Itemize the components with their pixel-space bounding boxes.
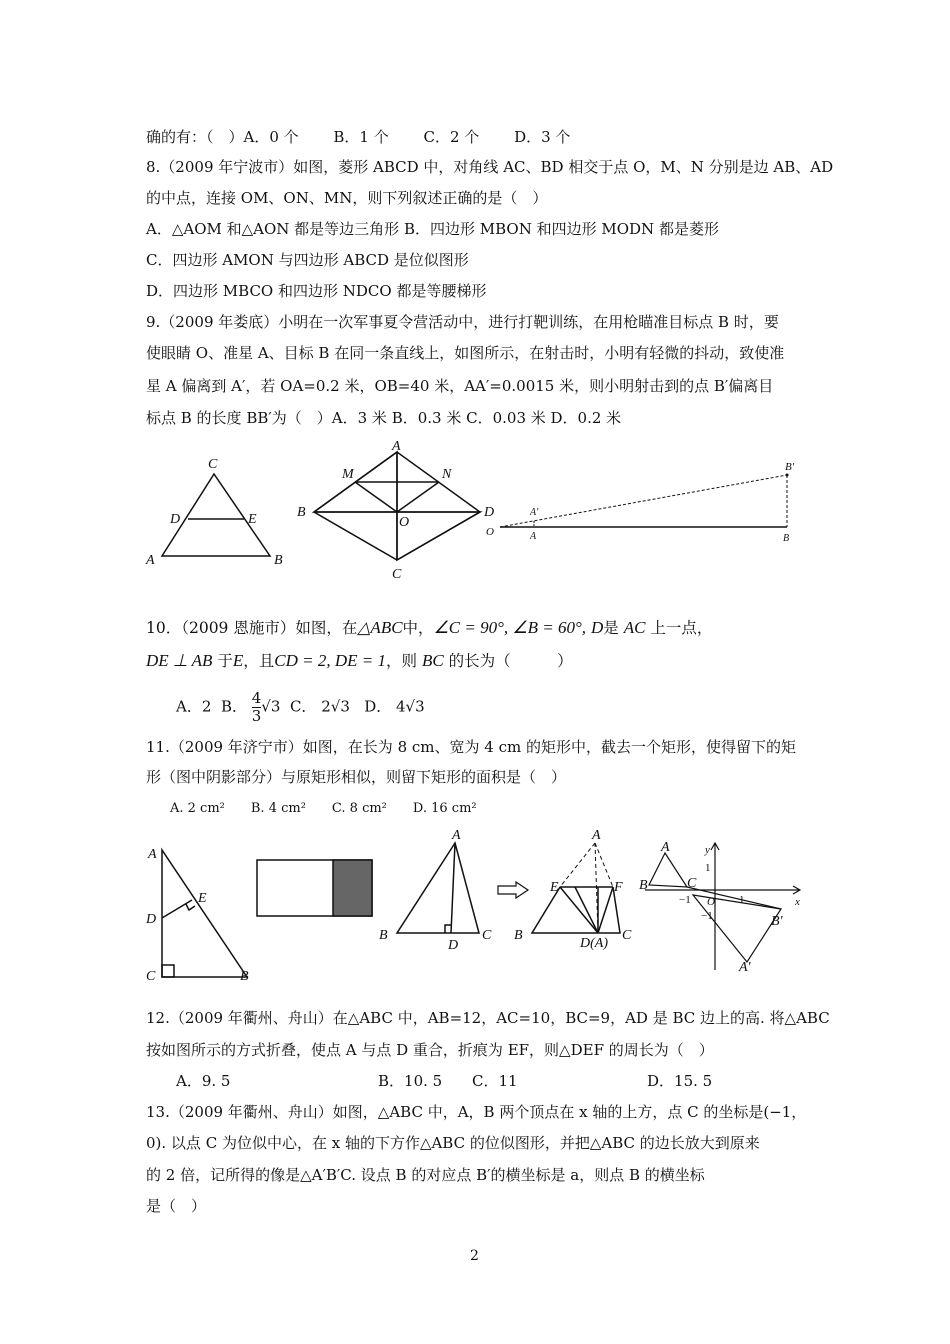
- figure-coordinate-plane: [635, 835, 815, 975]
- q7-options: 确的有：（ ）A．0 个 B．1 个 C．2 个 D．3 个: [146, 128, 571, 146]
- fig8-label-1x: 1: [739, 894, 745, 906]
- q9-line4: 标点 B 的长度 BB′为（ ）A．3 米 B．0.3 米 C．0.03 米 D．0.2 米: [146, 409, 622, 427]
- fig8-label-b-prime: B′: [771, 914, 783, 929]
- q13-line2: 0). 以点 C 为位似中心，在 x 轴的下方作△ABC 的位似图形，并把△ABC 的边长放大到原来: [146, 1134, 760, 1152]
- q10-fraction: $\frac{4}{3}$: [251, 689, 262, 725]
- q12-option-a: A．9. 5: [176, 1072, 231, 1090]
- q9-line1: 9.（2009 年娄底）小明在一次军事夏令营活动中，进行打靶训练，在用枪瞄准目标点 B 时，要: [146, 313, 779, 331]
- q8-line2: 的中点，连接 OM、ON、MN，则下列叙述正确的是（ ）: [146, 189, 548, 207]
- q11-line1: 11.（2009 年济宁市）如图，在长为 8 cm、宽为 4 cm 的矩形中，截去一个矩形，使得留下的矩: [146, 738, 796, 756]
- fig2-label-a: A: [392, 440, 401, 454]
- q11-line2: 形（图中阴影部分）与原矩形相似，则留下矩形的面积是（ ）: [146, 768, 567, 786]
- q12-option-b: B．10. 5: [378, 1072, 443, 1090]
- q13-line1: 13.（2009 年衢州、舟山）如图，△ABC 中，A，B 两个顶点在 x 轴的上方，点 C 的坐标是(−1，: [146, 1103, 807, 1121]
- q8-option-c: C．四边形 AMON 与四边形 ABCD 是位似图形: [146, 251, 469, 269]
- fig2-label-d: D: [484, 505, 495, 520]
- figure-rectangle: [255, 855, 380, 935]
- figure-triangle-altitude: [375, 825, 500, 955]
- q12-line2: 按如图所示的方式折叠，使点 A 与点 D 重合，折痕为 EF，则△DEF 的周长为（ ）: [146, 1041, 714, 1059]
- fig6-label-c: C: [482, 928, 492, 943]
- q8-option-a-b: A．△AOM 和△AON 都是等边三角形 B．四边形 MBON 和四边形 MODN 都是菱形: [146, 220, 719, 238]
- fig6-label-d: D: [448, 938, 459, 953]
- fig7-label-d: D(A): [580, 936, 608, 951]
- page-number: 2: [470, 1248, 479, 1264]
- q12-option-d: D．15. 5: [647, 1072, 713, 1090]
- fig4-label-c: C: [146, 969, 156, 984]
- fig3-label-a: A: [530, 531, 537, 542]
- fig1-label-e: E: [248, 512, 257, 527]
- fig8-label-minus1y: −1: [701, 910, 713, 922]
- figure-shooting: [482, 455, 802, 545]
- q8-line1: 8.（2009 年宁波市）如图，菱形 ABCD 中，对角线 AC、BD 相交于点 O，M、N 分别是边 AB、AD: [146, 158, 834, 176]
- fig2-label-n: N: [442, 467, 452, 482]
- fig4-label-e: E: [198, 891, 207, 906]
- fig2-label-b: B: [297, 505, 306, 520]
- fig7-label-a: A: [592, 828, 601, 843]
- fig8-label-1y: 1: [705, 862, 711, 874]
- fig3-label-b: B: [783, 533, 790, 544]
- fig3-label-a-prime: A′: [530, 507, 539, 518]
- q8-option-d: D．四边形 MBCO 和四边形 NDCO 都是等腰梯形: [146, 282, 487, 300]
- fig4-label-d: D: [146, 912, 157, 927]
- fig3-label-o: O: [486, 526, 494, 538]
- q10-line2: DE ⊥ AB 于E，且CD = 2, DE = 1，则 BC 的长为（ ）: [146, 651, 573, 670]
- q12-line1: 12.（2009 年衢州、舟山）在△ABC 中，AB=12，AC=10，BC=9，AD 是 BC 边上的高. 将△ABC: [146, 1009, 830, 1027]
- q12-option-c: C．11: [472, 1072, 518, 1090]
- fig4-label-a: A: [148, 847, 157, 862]
- fig2-label-m: M: [342, 467, 354, 482]
- q10-options: A．2 B． $\frac{4}{3}$ √3 C． 2√3 D． 4√3: [176, 689, 425, 725]
- fig1-label-c: C: [208, 457, 218, 472]
- fig3-label-b-prime: B′: [785, 461, 795, 473]
- fig8-label-a: A: [661, 840, 670, 855]
- fig8-label-minus1x: −1: [679, 894, 691, 906]
- figure-right-triangle: [142, 840, 262, 985]
- figure-triangle-de: [140, 450, 300, 575]
- fig1-label-d: D: [170, 512, 181, 527]
- fig1-label-a: A: [146, 553, 155, 568]
- figure-rhombus: [292, 440, 502, 585]
- fig2-label-c: C: [392, 567, 402, 582]
- q10-line1: 10．（2009 恩施市）如图，在△ABC中，∠C = 90°, ∠B = 60°, D是 AC 上一点，: [146, 618, 713, 637]
- fig7-label-e: E: [550, 880, 559, 895]
- fig8-label-x: x: [795, 896, 800, 908]
- fig1-label-b: B: [274, 553, 283, 568]
- fig7-label-b: B: [514, 928, 523, 943]
- fig8-label-a-prime: A′: [739, 960, 751, 975]
- fig4-label-b: B: [240, 969, 249, 984]
- fig6-label-a: A: [452, 828, 461, 843]
- q9-line3: 星 A 偏离到 A′，若 OA=0.2 米，OB=40 米，AA′=0.0015 米，则小明射击到的点 B′偏离目: [146, 377, 774, 395]
- fig6-label-b: B: [379, 928, 388, 943]
- q13-line4: 是（ ）: [146, 1197, 207, 1215]
- fig8-label-o: O: [707, 896, 715, 908]
- fig8-label-c: C: [687, 876, 697, 891]
- fig2-label-o: O: [399, 515, 410, 530]
- fig7-label-c: C: [622, 928, 632, 943]
- q9-line2: 使眼睛 O、准星 A、目标 B 在同一条直线上，如图所示，在射击时，小明有轻微的抖动，致使准: [146, 344, 785, 362]
- q13-line3: 的 2 倍，记所得的像是△A′B′C. 设点 B 的对应点 B′的横坐标是 a，则点 B 的横坐标: [146, 1166, 705, 1184]
- fig8-label-y: y: [705, 844, 710, 856]
- fig8-label-b: B: [639, 878, 648, 893]
- q11-options: A. 2 cm² B. 4 cm² C. 8 cm² D. 16 cm²: [170, 801, 477, 816]
- fig7-label-f: F: [614, 880, 623, 895]
- figure-folded-triangle: [510, 825, 640, 960]
